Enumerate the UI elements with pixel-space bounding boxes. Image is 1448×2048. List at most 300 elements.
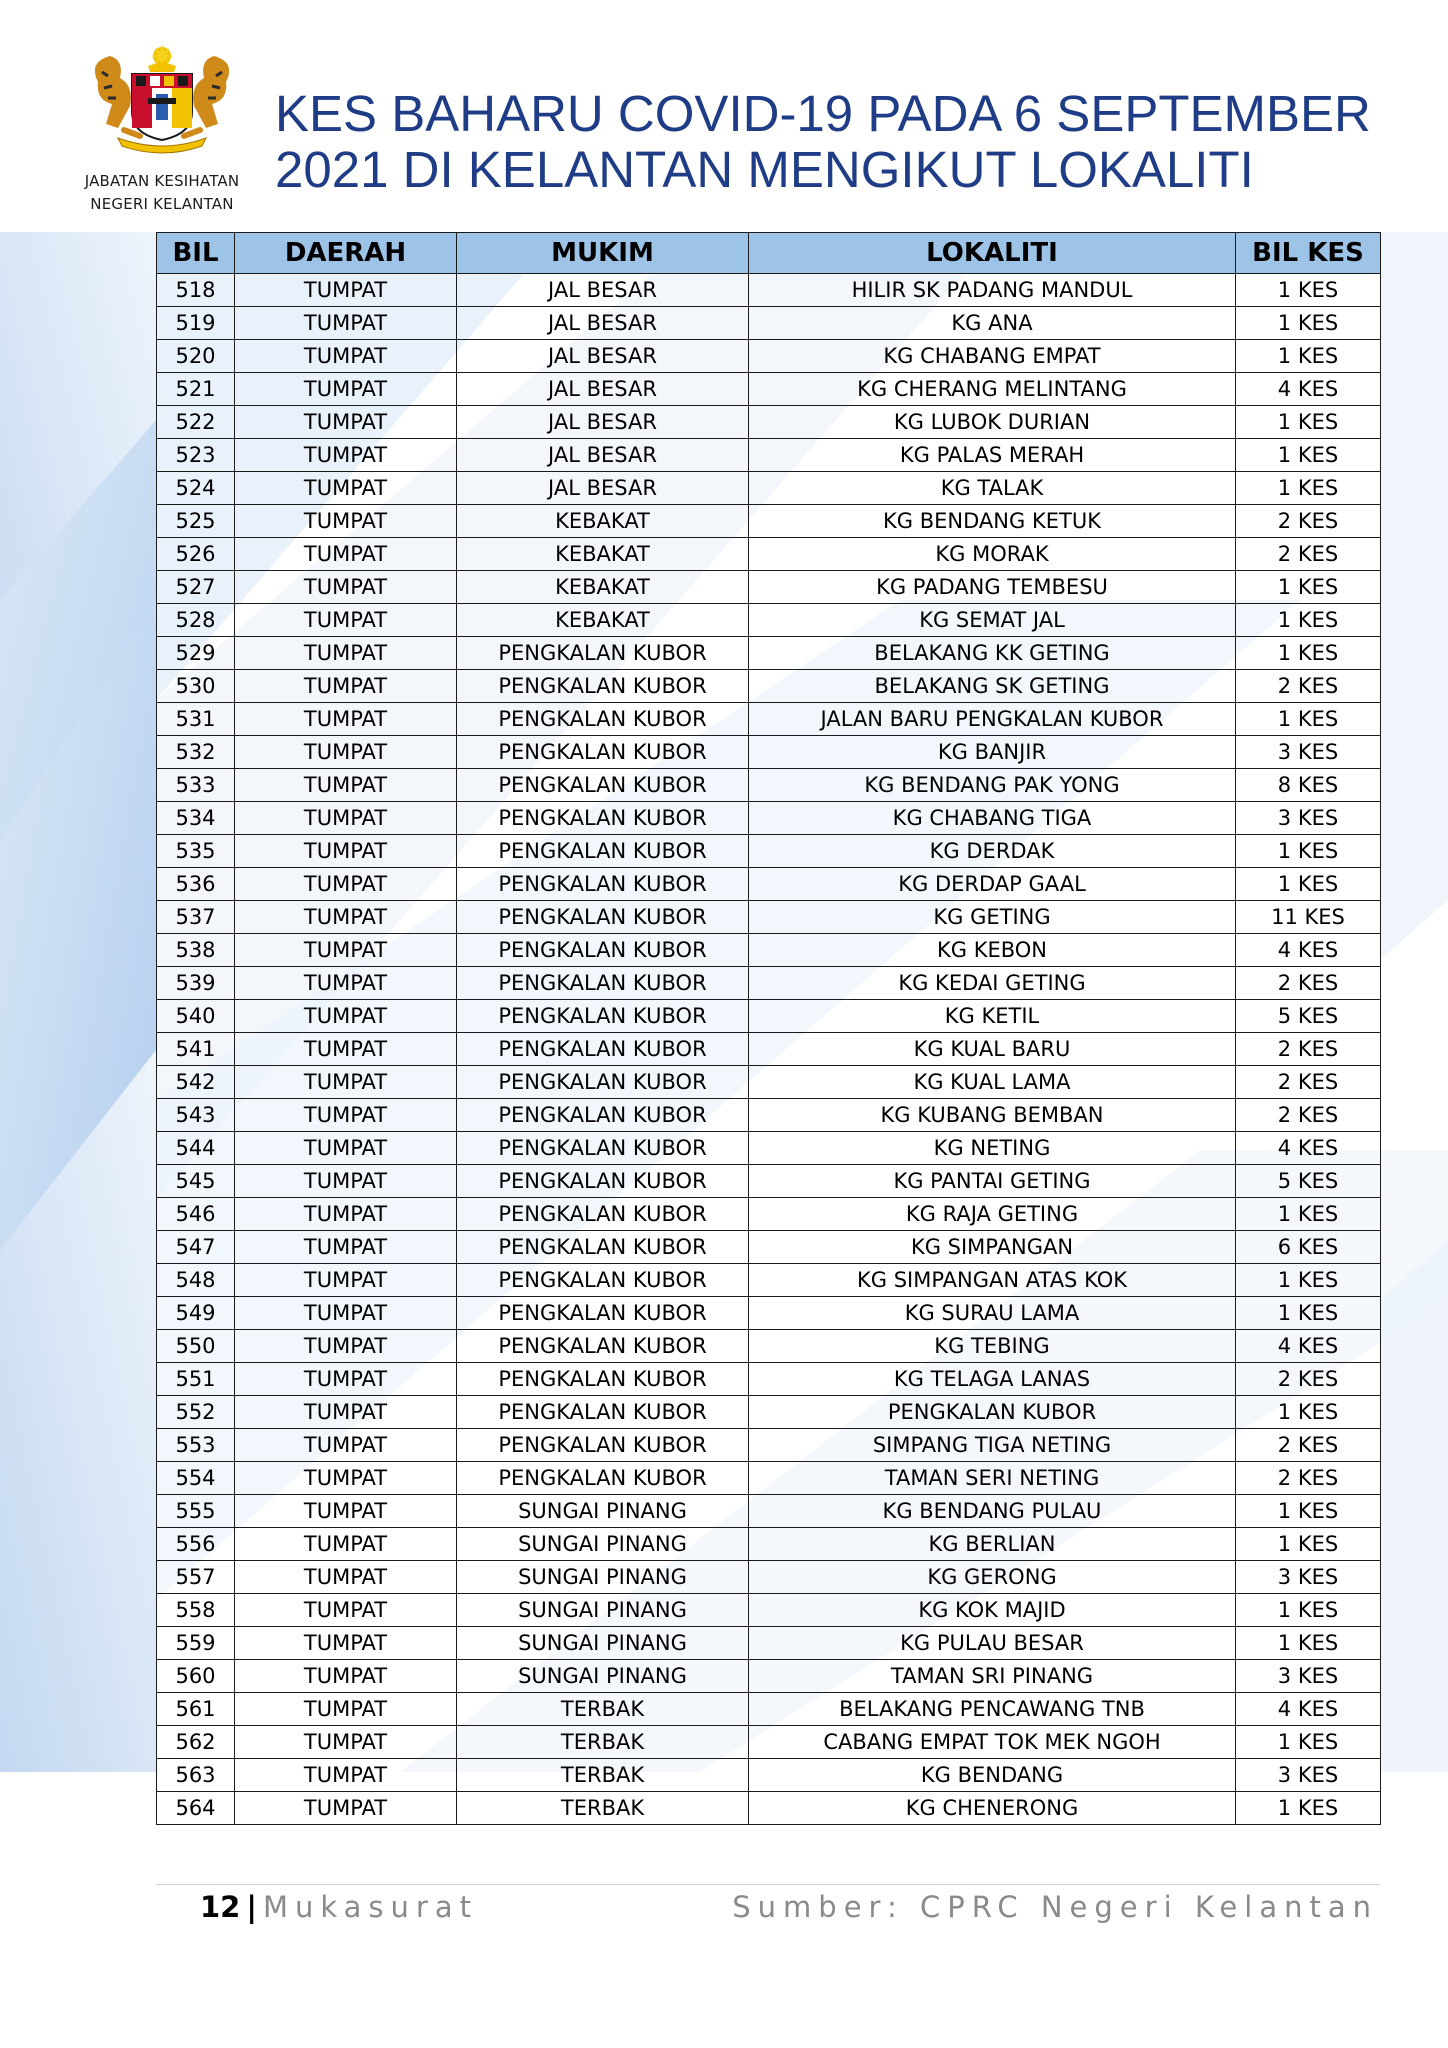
- cell-lokaliti: KG SIMPANGAN: [749, 1231, 1236, 1264]
- cell-bil-kes: 2 KES: [1236, 1429, 1381, 1462]
- cell-bil: 529: [157, 637, 235, 670]
- cell-mukim: TERBAK: [457, 1792, 749, 1825]
- cell-lokaliti: KG CHENERONG: [749, 1792, 1236, 1825]
- cell-bil-kes: 1 KES: [1236, 604, 1381, 637]
- cell-mukim: JAL BESAR: [457, 406, 749, 439]
- column-header-daerah: DAERAH: [235, 233, 457, 274]
- cell-lokaliti: KG KUBANG BEMBAN: [749, 1099, 1236, 1132]
- cell-bil: 560: [157, 1660, 235, 1693]
- cell-bil-kes: 2 KES: [1236, 1099, 1381, 1132]
- cell-bil: 531: [157, 703, 235, 736]
- cell-bil-kes: 1 KES: [1236, 835, 1381, 868]
- cell-bil-kes: 1 KES: [1236, 1726, 1381, 1759]
- cell-bil-kes: 11 KES: [1236, 901, 1381, 934]
- cell-bil-kes: 1 KES: [1236, 868, 1381, 901]
- cell-mukim: PENGKALAN KUBOR: [457, 1198, 749, 1231]
- cell-bil-kes: 3 KES: [1236, 1660, 1381, 1693]
- cell-mukim: TERBAK: [457, 1759, 749, 1792]
- cell-lokaliti: KG KOK MAJID: [749, 1594, 1236, 1627]
- cell-daerah: TUMPAT: [235, 1561, 457, 1594]
- column-header-bil: BIL: [157, 233, 235, 274]
- cell-mukim: TERBAK: [457, 1726, 749, 1759]
- table-row: [157, 1429, 1381, 1462]
- cell-lokaliti: KG BENDANG: [749, 1759, 1236, 1792]
- cell-bil-kes: 1 KES: [1236, 1528, 1381, 1561]
- cell-mukim: TERBAK: [457, 1693, 749, 1726]
- cell-mukim: PENGKALAN KUBOR: [457, 1330, 749, 1363]
- cell-lokaliti: KG GETING: [749, 901, 1236, 934]
- cell-mukim: PENGKALAN KUBOR: [457, 868, 749, 901]
- cell-mukim: PENGKALAN KUBOR: [457, 703, 749, 736]
- cell-bil-kes: 3 KES: [1236, 1561, 1381, 1594]
- cell-lokaliti: KG PANTAI GETING: [749, 1165, 1236, 1198]
- cell-daerah: TUMPAT: [235, 1660, 457, 1693]
- cell-daerah: TUMPAT: [235, 472, 457, 505]
- footer-source: Sumber: CPRC Negeri Kelantan: [732, 1890, 1378, 1924]
- cell-mukim: PENGKALAN KUBOR: [457, 901, 749, 934]
- cell-lokaliti: KG LUBOK DURIAN: [749, 406, 1236, 439]
- cell-bil-kes: 3 KES: [1236, 736, 1381, 769]
- cell-mukim: PENGKALAN KUBOR: [457, 967, 749, 1000]
- table-row: [157, 1000, 1381, 1033]
- table-row: [157, 1561, 1381, 1594]
- cell-bil-kes: 1 KES: [1236, 1495, 1381, 1528]
- cell-mukim: KEBAKAT: [457, 604, 749, 637]
- cell-daerah: TUMPAT: [235, 934, 457, 967]
- cell-lokaliti: KG KETIL: [749, 1000, 1236, 1033]
- table-row: [157, 1165, 1381, 1198]
- cell-bil: 538: [157, 934, 235, 967]
- cell-daerah: TUMPAT: [235, 439, 457, 472]
- cell-bil: 546: [157, 1198, 235, 1231]
- cell-bil: 518: [157, 274, 235, 307]
- table-row: [157, 967, 1381, 1000]
- cell-bil: 540: [157, 1000, 235, 1033]
- cell-bil: 539: [157, 967, 235, 1000]
- cell-mukim: PENGKALAN KUBOR: [457, 637, 749, 670]
- cell-bil: 544: [157, 1132, 235, 1165]
- title-line-1: KES BAHARU COVID-19 PADA 6 SEPTEMBER: [275, 85, 1371, 142]
- cell-mukim: SUNGAI PINANG: [457, 1495, 749, 1528]
- cell-bil: 549: [157, 1297, 235, 1330]
- table-row: [157, 934, 1381, 967]
- cell-bil: 542: [157, 1066, 235, 1099]
- column-header-lokaliti: LOKALITI: [749, 233, 1236, 274]
- table-row: [157, 1330, 1381, 1363]
- cell-bil: 519: [157, 307, 235, 340]
- cell-lokaliti: BELAKANG SK GETING: [749, 670, 1236, 703]
- cell-daerah: TUMPAT: [235, 868, 457, 901]
- cell-daerah: TUMPAT: [235, 307, 457, 340]
- cell-bil: 530: [157, 670, 235, 703]
- cell-bil: 543: [157, 1099, 235, 1132]
- cell-bil: 534: [157, 802, 235, 835]
- cell-bil: 547: [157, 1231, 235, 1264]
- cell-lokaliti: KG PULAU BESAR: [749, 1627, 1236, 1660]
- table-row: [157, 802, 1381, 835]
- cell-mukim: PENGKALAN KUBOR: [457, 802, 749, 835]
- cell-mukim: PENGKALAN KUBOR: [457, 1099, 749, 1132]
- table-row: [157, 307, 1381, 340]
- cell-mukim: PENGKALAN KUBOR: [457, 769, 749, 802]
- cell-mukim: JAL BESAR: [457, 373, 749, 406]
- cell-bil: 526: [157, 538, 235, 571]
- cell-mukim: PENGKALAN KUBOR: [457, 1396, 749, 1429]
- table-row: [157, 1099, 1381, 1132]
- cell-mukim: PENGKALAN KUBOR: [457, 1165, 749, 1198]
- cell-daerah: TUMPAT: [235, 1099, 457, 1132]
- cell-mukim: KEBAKAT: [457, 571, 749, 604]
- table-row: [157, 1396, 1381, 1429]
- cell-bil-kes: 2 KES: [1236, 538, 1381, 571]
- cell-bil: 541: [157, 1033, 235, 1066]
- cell-daerah: TUMPAT: [235, 1000, 457, 1033]
- cell-mukim: PENGKALAN KUBOR: [457, 1297, 749, 1330]
- cell-lokaliti: KG KEBON: [749, 934, 1236, 967]
- column-header-bil-kes: BIL KES: [1236, 233, 1381, 274]
- cell-bil: 553: [157, 1429, 235, 1462]
- table-row: [157, 736, 1381, 769]
- cases-table: [156, 232, 1381, 1825]
- cell-bil: 521: [157, 373, 235, 406]
- cell-daerah: TUMPAT: [235, 538, 457, 571]
- cell-lokaliti: HILIR SK PADANG MANDUL: [749, 274, 1236, 307]
- cell-daerah: TUMPAT: [235, 1033, 457, 1066]
- cell-mukim: PENGKALAN KUBOR: [457, 1066, 749, 1099]
- cell-lokaliti: KG BERLIAN: [749, 1528, 1236, 1561]
- cell-daerah: TUMPAT: [235, 1759, 457, 1792]
- cell-mukim: PENGKALAN KUBOR: [457, 1033, 749, 1066]
- cell-daerah: TUMPAT: [235, 1594, 457, 1627]
- cell-bil-kes: 1 KES: [1236, 703, 1381, 736]
- cell-lokaliti: KG BENDANG PAK YONG: [749, 769, 1236, 802]
- cell-daerah: TUMPAT: [235, 637, 457, 670]
- cell-daerah: TUMPAT: [235, 1231, 457, 1264]
- cell-mukim: PENGKALAN KUBOR: [457, 1231, 749, 1264]
- cell-lokaliti: KG SURAU LAMA: [749, 1297, 1236, 1330]
- cell-mukim: PENGKALAN KUBOR: [457, 1462, 749, 1495]
- cell-bil-kes: 2 KES: [1236, 505, 1381, 538]
- cell-bil: 524: [157, 472, 235, 505]
- cell-bil-kes: 1 KES: [1236, 1594, 1381, 1627]
- cell-lokaliti: KG TEBING: [749, 1330, 1236, 1363]
- cell-mukim: JAL BESAR: [457, 472, 749, 505]
- cell-mukim: PENGKALAN KUBOR: [457, 934, 749, 967]
- table-row: [157, 769, 1381, 802]
- cell-bil-kes: 3 KES: [1236, 1759, 1381, 1792]
- table-row: [157, 571, 1381, 604]
- table-row: [157, 1726, 1381, 1759]
- cell-daerah: TUMPAT: [235, 1297, 457, 1330]
- cell-bil: 559: [157, 1627, 235, 1660]
- cell-bil: 532: [157, 736, 235, 769]
- cell-mukim: JAL BESAR: [457, 274, 749, 307]
- cell-daerah: TUMPAT: [235, 670, 457, 703]
- cell-lokaliti: KG KUAL LAMA: [749, 1066, 1236, 1099]
- cell-daerah: TUMPAT: [235, 1462, 457, 1495]
- cell-bil: 527: [157, 571, 235, 604]
- page-number: 12: [200, 1890, 241, 1924]
- cell-lokaliti: PENGKALAN KUBOR: [749, 1396, 1236, 1429]
- footer-divider: [156, 1884, 1380, 1885]
- table-row: [157, 1792, 1381, 1825]
- cell-lokaliti: KG CHERANG MELINTANG: [749, 373, 1236, 406]
- cell-bil: 520: [157, 340, 235, 373]
- table-row: [157, 1462, 1381, 1495]
- cell-mukim: JAL BESAR: [457, 340, 749, 373]
- cell-daerah: TUMPAT: [235, 1363, 457, 1396]
- cell-lokaliti: KG CHABANG TIGA: [749, 802, 1236, 835]
- cell-daerah: TUMPAT: [235, 769, 457, 802]
- page-title: [275, 86, 1395, 198]
- cell-mukim: KEBAKAT: [457, 538, 749, 571]
- cell-lokaliti: KG KUAL BARU: [749, 1033, 1236, 1066]
- cell-bil: 536: [157, 868, 235, 901]
- table-body: [157, 274, 1381, 1825]
- table-row: [157, 439, 1381, 472]
- cell-mukim: SUNGAI PINANG: [457, 1627, 749, 1660]
- table-row: [157, 835, 1381, 868]
- table-row: [157, 1759, 1381, 1792]
- cell-daerah: TUMPAT: [235, 1198, 457, 1231]
- cell-bil: 563: [157, 1759, 235, 1792]
- cell-bil: 556: [157, 1528, 235, 1561]
- cell-lokaliti: KG ANA: [749, 307, 1236, 340]
- cell-lokaliti: KG RAJA GETING: [749, 1198, 1236, 1231]
- table-row: [157, 1693, 1381, 1726]
- cell-bil: 552: [157, 1396, 235, 1429]
- cell-daerah: TUMPAT: [235, 835, 457, 868]
- cell-bil-kes: 1 KES: [1236, 1198, 1381, 1231]
- footer-separator: |: [246, 1890, 257, 1924]
- cell-lokaliti: KG MORAK: [749, 538, 1236, 571]
- cell-lokaliti: KG SEMAT JAL: [749, 604, 1236, 637]
- cell-bil: 557: [157, 1561, 235, 1594]
- cell-daerah: TUMPAT: [235, 1528, 457, 1561]
- cell-daerah: TUMPAT: [235, 1429, 457, 1462]
- cell-mukim: PENGKALAN KUBOR: [457, 1429, 749, 1462]
- cell-daerah: TUMPAT: [235, 901, 457, 934]
- cell-lokaliti: KG TALAK: [749, 472, 1236, 505]
- cell-bil-kes: 1 KES: [1236, 571, 1381, 604]
- column-header-mukim: MUKIM: [457, 233, 749, 274]
- cell-daerah: TUMPAT: [235, 604, 457, 637]
- cell-mukim: SUNGAI PINANG: [457, 1594, 749, 1627]
- cell-bil-kes: 5 KES: [1236, 1000, 1381, 1033]
- cell-bil-kes: 3 KES: [1236, 802, 1381, 835]
- table-row: [157, 1033, 1381, 1066]
- cell-lokaliti: BELAKANG KK GETING: [749, 637, 1236, 670]
- cell-bil: 548: [157, 1264, 235, 1297]
- cell-lokaliti: KG DERDAK: [749, 835, 1236, 868]
- cell-bil-kes: 4 KES: [1236, 1330, 1381, 1363]
- cell-mukim: PENGKALAN KUBOR: [457, 1132, 749, 1165]
- cell-bil-kes: 1 KES: [1236, 1297, 1381, 1330]
- table-row: [157, 1363, 1381, 1396]
- cell-mukim: SUNGAI PINANG: [457, 1660, 749, 1693]
- cell-bil: 523: [157, 439, 235, 472]
- table-row: [157, 1066, 1381, 1099]
- table-row: [157, 637, 1381, 670]
- title-line-2: 2021 DI KELANTAN MENGIKUT LOKALITI: [275, 141, 1254, 198]
- table-row: [157, 538, 1381, 571]
- cell-daerah: TUMPAT: [235, 274, 457, 307]
- cell-daerah: TUMPAT: [235, 1066, 457, 1099]
- table-row: [157, 901, 1381, 934]
- cell-lokaliti: KG TELAGA LANAS: [749, 1363, 1236, 1396]
- cell-daerah: TUMPAT: [235, 1693, 457, 1726]
- cell-bil-kes: 1 KES: [1236, 1264, 1381, 1297]
- cell-mukim: KEBAKAT: [457, 505, 749, 538]
- cell-bil-kes: 1 KES: [1236, 472, 1381, 505]
- cell-bil-kes: 4 KES: [1236, 1132, 1381, 1165]
- cell-daerah: TUMPAT: [235, 406, 457, 439]
- table-row: [157, 1495, 1381, 1528]
- cell-lokaliti: KG SIMPANGAN ATAS KOK: [749, 1264, 1236, 1297]
- table-row: [157, 340, 1381, 373]
- cell-daerah: TUMPAT: [235, 1627, 457, 1660]
- cell-bil: 533: [157, 769, 235, 802]
- coat-of-arms-logo: [78, 42, 246, 154]
- cell-lokaliti: KG GERONG: [749, 1561, 1236, 1594]
- cell-bil-kes: 1 KES: [1236, 1396, 1381, 1429]
- cell-daerah: TUMPAT: [235, 736, 457, 769]
- cell-bil: 564: [157, 1792, 235, 1825]
- cell-mukim: JAL BESAR: [457, 307, 749, 340]
- table-row: [157, 406, 1381, 439]
- footer-page-info: [200, 1890, 478, 1924]
- cell-bil: 522: [157, 406, 235, 439]
- org-line-1: JABATAN KESIHATAN: [84, 172, 240, 190]
- cell-bil-kes: 1 KES: [1236, 637, 1381, 670]
- table-row: [157, 1660, 1381, 1693]
- cell-daerah: TUMPAT: [235, 1330, 457, 1363]
- table-row: [157, 1627, 1381, 1660]
- cell-lokaliti: TAMAN SRI PINANG: [749, 1660, 1236, 1693]
- cell-daerah: TUMPAT: [235, 1165, 457, 1198]
- cell-daerah: TUMPAT: [235, 1495, 457, 1528]
- cell-daerah: TUMPAT: [235, 340, 457, 373]
- table-row: [157, 1231, 1381, 1264]
- cell-mukim: PENGKALAN KUBOR: [457, 736, 749, 769]
- organization-name: [60, 170, 264, 216]
- org-line-2: NEGERI KELANTAN: [90, 195, 234, 213]
- cell-bil: 537: [157, 901, 235, 934]
- cell-mukim: SUNGAI PINANG: [457, 1561, 749, 1594]
- cell-daerah: TUMPAT: [235, 373, 457, 406]
- table-row: [157, 472, 1381, 505]
- table-row: [157, 373, 1381, 406]
- cell-daerah: TUMPAT: [235, 571, 457, 604]
- table-row: [157, 1528, 1381, 1561]
- cell-bil-kes: 2 KES: [1236, 1033, 1381, 1066]
- cell-lokaliti: KG BANJIR: [749, 736, 1236, 769]
- cell-bil-kes: 4 KES: [1236, 373, 1381, 406]
- cell-lokaliti: KG KEDAI GETING: [749, 967, 1236, 1000]
- cell-lokaliti: BELAKANG PENCAWANG TNB: [749, 1693, 1236, 1726]
- cell-lokaliti: CABANG EMPAT TOK MEK NGOH: [749, 1726, 1236, 1759]
- cell-daerah: TUMPAT: [235, 1132, 457, 1165]
- cell-bil: 551: [157, 1363, 235, 1396]
- table-row: [157, 1198, 1381, 1231]
- cell-bil: 545: [157, 1165, 235, 1198]
- cell-bil: 555: [157, 1495, 235, 1528]
- cell-lokaliti: TAMAN SERI NETING: [749, 1462, 1236, 1495]
- cell-bil: 554: [157, 1462, 235, 1495]
- cell-mukim: JAL BESAR: [457, 439, 749, 472]
- cell-lokaliti: KG BENDANG KETUK: [749, 505, 1236, 538]
- page-label: Mukasurat: [262, 1890, 478, 1924]
- table-row: [157, 1264, 1381, 1297]
- cell-bil-kes: 1 KES: [1236, 439, 1381, 472]
- cell-daerah: TUMPAT: [235, 1396, 457, 1429]
- cell-mukim: PENGKALAN KUBOR: [457, 1000, 749, 1033]
- cell-bil-kes: 1 KES: [1236, 406, 1381, 439]
- table-header-row: [157, 233, 1381, 274]
- cell-daerah: TUMPAT: [235, 703, 457, 736]
- cell-bil-kes: 2 KES: [1236, 1066, 1381, 1099]
- cell-bil-kes: 4 KES: [1236, 1693, 1381, 1726]
- cell-lokaliti: KG NETING: [749, 1132, 1236, 1165]
- cell-bil-kes: 2 KES: [1236, 967, 1381, 1000]
- cell-bil: 561: [157, 1693, 235, 1726]
- cell-daerah: TUMPAT: [235, 1792, 457, 1825]
- cell-mukim: SUNGAI PINANG: [457, 1528, 749, 1561]
- table-row: [157, 868, 1381, 901]
- cell-lokaliti: JALAN BARU PENGKALAN KUBOR: [749, 703, 1236, 736]
- cell-bil-kes: 1 KES: [1236, 340, 1381, 373]
- cell-lokaliti: KG DERDAP GAAL: [749, 868, 1236, 901]
- cell-lokaliti: KG PALAS MERAH: [749, 439, 1236, 472]
- cell-bil: 528: [157, 604, 235, 637]
- cell-bil-kes: 1 KES: [1236, 1627, 1381, 1660]
- table-row: [157, 1594, 1381, 1627]
- cell-bil-kes: 5 KES: [1236, 1165, 1381, 1198]
- cell-lokaliti: SIMPANG TIGA NETING: [749, 1429, 1236, 1462]
- cell-bil: 535: [157, 835, 235, 868]
- cell-bil: 562: [157, 1726, 235, 1759]
- cell-bil-kes: 2 KES: [1236, 1363, 1381, 1396]
- table-row: [157, 505, 1381, 538]
- cell-lokaliti: KG BENDANG PULAU: [749, 1495, 1236, 1528]
- table-row: [157, 703, 1381, 736]
- cell-bil-kes: 1 KES: [1236, 274, 1381, 307]
- table-row: [157, 1297, 1381, 1330]
- cell-daerah: TUMPAT: [235, 505, 457, 538]
- cell-bil-kes: 4 KES: [1236, 934, 1381, 967]
- cell-bil: 550: [157, 1330, 235, 1363]
- cell-bil: 558: [157, 1594, 235, 1627]
- cell-lokaliti: KG CHABANG EMPAT: [749, 340, 1236, 373]
- cell-bil-kes: 1 KES: [1236, 1792, 1381, 1825]
- cell-daerah: TUMPAT: [235, 1264, 457, 1297]
- cell-daerah: TUMPAT: [235, 967, 457, 1000]
- cell-bil-kes: 6 KES: [1236, 1231, 1381, 1264]
- cell-bil: 525: [157, 505, 235, 538]
- table-row: [157, 604, 1381, 637]
- cell-mukim: PENGKALAN KUBOR: [457, 670, 749, 703]
- cell-lokaliti: KG PADANG TEMBESU: [749, 571, 1236, 604]
- cell-bil-kes: 1 KES: [1236, 307, 1381, 340]
- cell-bil-kes: 2 KES: [1236, 1462, 1381, 1495]
- cell-mukim: PENGKALAN KUBOR: [457, 835, 749, 868]
- table-row: [157, 1132, 1381, 1165]
- cell-bil-kes: 2 KES: [1236, 670, 1381, 703]
- cell-mukim: PENGKALAN KUBOR: [457, 1363, 749, 1396]
- cell-bil-kes: 8 KES: [1236, 769, 1381, 802]
- cell-mukim: PENGKALAN KUBOR: [457, 1264, 749, 1297]
- table-row: [157, 274, 1381, 307]
